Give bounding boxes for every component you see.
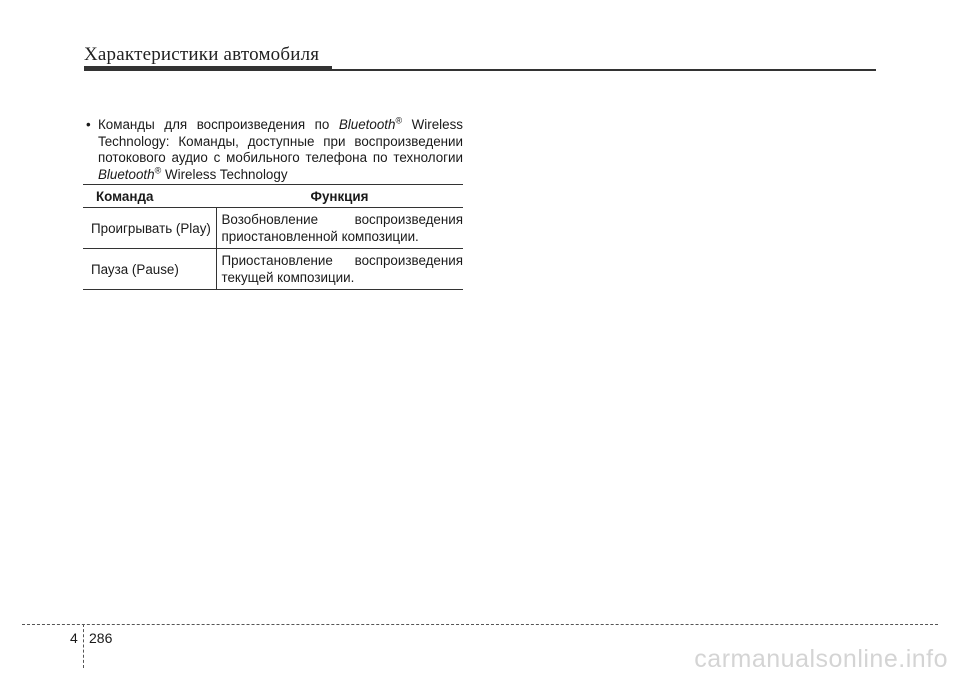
bluetooth-brand-2: Bluetooth xyxy=(98,166,155,182)
page-number: 286 xyxy=(89,630,113,646)
footer-dashed-divider xyxy=(83,624,84,668)
function-line-1: Возобновление воспроизведения xyxy=(221,212,463,227)
header-function: Функция xyxy=(216,185,463,208)
commands-table xyxy=(83,184,463,290)
bullet-text-part3: Wireless Technology xyxy=(161,166,288,182)
function-cell xyxy=(216,249,463,290)
section-title: Характеристики автомобиля xyxy=(84,44,320,65)
bullet-text-part1: Команды для воспроизведения по xyxy=(98,117,339,132)
function-cell xyxy=(216,208,463,249)
bullet-text xyxy=(98,117,463,183)
header-rule-thick xyxy=(84,66,332,71)
footer-dashed-rule xyxy=(22,624,938,625)
header-command: Команда xyxy=(83,185,216,208)
function-line-1: Приостановление воспроизведения xyxy=(221,253,463,268)
function-line-2: приостановленной композиции. xyxy=(221,229,419,244)
function-line-2: текущей композиции. xyxy=(221,270,355,285)
bullet-symbol: • xyxy=(86,117,91,132)
table-row xyxy=(83,249,463,290)
table-row xyxy=(83,208,463,249)
command-cell: Пауза (Pause) xyxy=(83,249,216,290)
watermark: carmanualsonline.info xyxy=(694,645,948,673)
bullet-paragraph xyxy=(86,117,463,183)
bullet-text-part2: Wireless Technology: Команды, доступные при воспроизведении потокового аудио с мобильного телефона по технологии xyxy=(98,117,463,165)
registered-mark: ® xyxy=(395,115,403,126)
chapter-number: 4 xyxy=(70,630,78,646)
table-header-row xyxy=(83,185,463,208)
registered-mark-2: ® xyxy=(154,165,162,176)
header-rule-thin xyxy=(332,69,876,71)
command-cell: Проигрывать (Play) xyxy=(83,208,216,249)
bluetooth-brand: Bluetooth xyxy=(338,117,396,132)
